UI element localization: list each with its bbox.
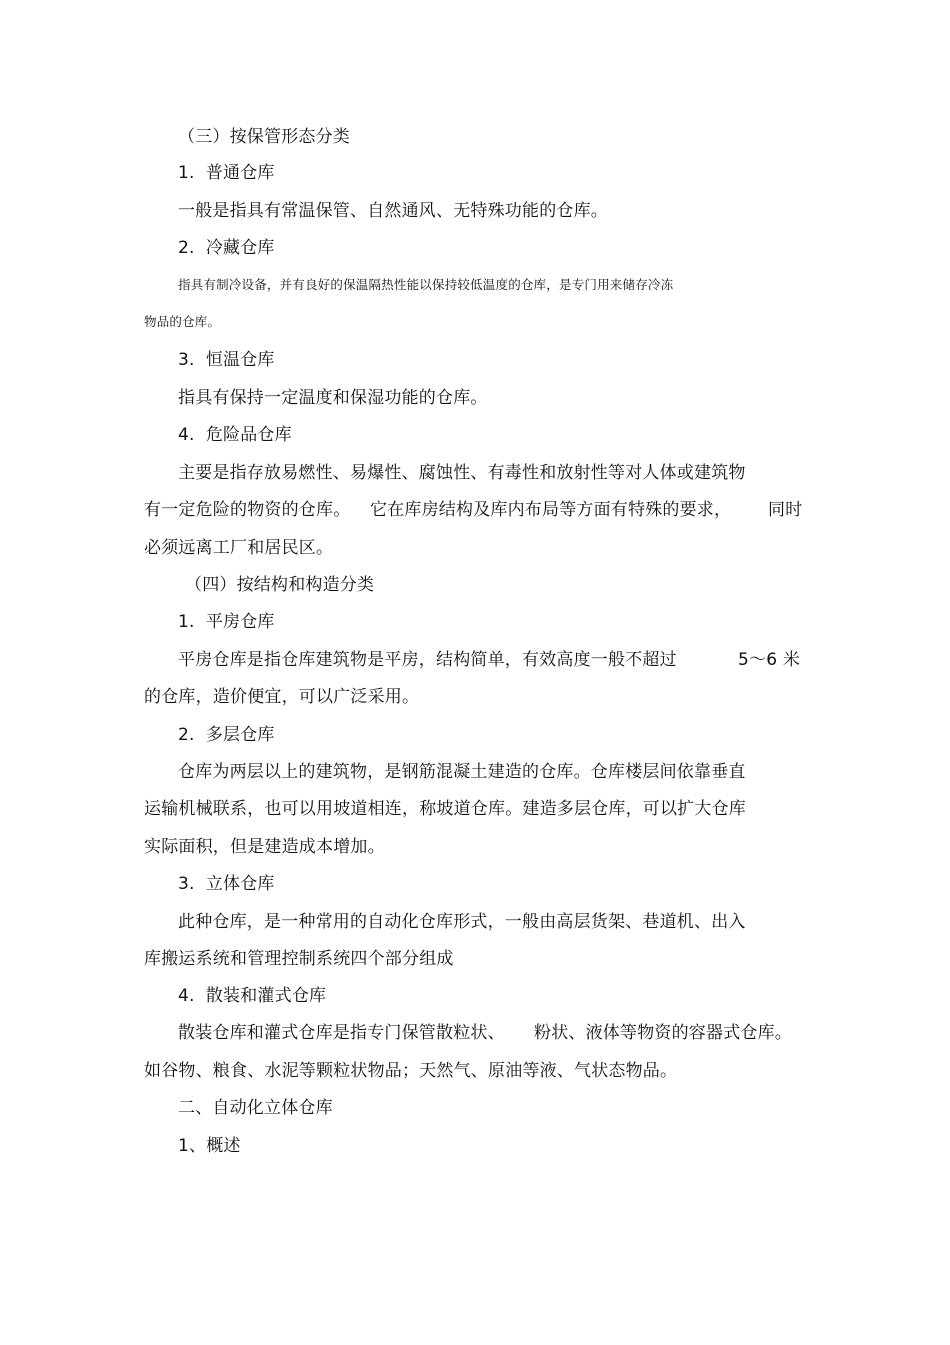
paragraph-line: 此种仓库，是一种常用的自动化仓库形式，一般由高层货架、巷道机、出入: [178, 912, 746, 932]
item-heading-bulk-tank: 4. 散装和灌式仓库: [178, 986, 327, 1006]
line-segment: 有一定危险的物资的仓库。: [144, 500, 351, 520]
item-heading-constant-temperature: 3. 恒温仓库: [178, 350, 275, 370]
item-heading-ordinary-warehouse: 1. 普通仓库: [178, 163, 275, 183]
line-segment: 散装仓库和灌式仓库是指专门保管散粒状、: [178, 1023, 505, 1043]
paragraph-line: 物品的仓库。: [144, 314, 221, 329]
paragraph-line: 指具有制冷设备，并有良好的保温隔热性能以保持较低温度的仓库，是专门用来储存冷冻: [178, 277, 674, 292]
section-heading-storage-form: （三）按保管形态分类: [178, 127, 350, 147]
paragraph-line: 运输机械联系，也可以用坡道相连，称坡道仓库。建造多层仓库，可以扩大仓库: [144, 799, 746, 819]
line-segment: 5～6 米: [738, 650, 801, 670]
item-heading-single-storey: 1. 平房仓库: [178, 612, 275, 632]
paragraph-line: 指具有保持一定温度和保湿功能的仓库。: [178, 388, 488, 408]
section-heading-structure: （四）按结构和构造分类: [185, 575, 375, 595]
paragraph-line: [178, 649, 818, 671]
paragraph-line: [178, 1022, 808, 1044]
chapter-heading-automated-warehouse: 二、自动化立体仓库: [178, 1098, 333, 1118]
paragraph-line: 库搬运系统和管理控制系统四个部分组成: [144, 949, 454, 969]
line-segment: 平房仓库是指仓库建筑物是平房，结构简单，有效高度一般不超过: [178, 650, 677, 670]
line-segment: 粉状、液体等物资的容器式仓库。: [534, 1023, 792, 1043]
paragraph-line: 一般是指具有常温保管、自然通风、无特殊功能的仓库。: [178, 201, 608, 221]
paragraph-line: 如谷物、粮食、水泥等颗粒状物品；天然气、原油等液、气状态物品。: [144, 1061, 678, 1081]
item-heading-automated-rack: 3. 立体仓库: [178, 874, 275, 894]
paragraph-line: 仓库为两层以上的建筑物，是钢筋混凝土建造的仓库。仓库楼层间依靠垂直: [178, 762, 746, 782]
paragraph-line: 的仓库，造价便宜，可以广泛采用。: [144, 687, 420, 707]
paragraph-line: 主要是指存放易燃性、易爆性、腐蚀性、有毒性和放射性等对人体或建筑物: [178, 463, 746, 483]
line-segment: 同时: [768, 500, 803, 520]
item-heading-dangerous-goods: 4. 危险品仓库: [178, 425, 292, 445]
item-heading-overview: 1、概述: [178, 1136, 241, 1156]
item-heading-multi-storey: 2. 多层仓库: [178, 725, 275, 745]
paragraph-line: 必须远离工厂和居民区。: [144, 538, 334, 558]
line-segment: 它在库房结构及库内布局等方面有特殊的要求，: [370, 500, 732, 520]
paragraph-line: 实际面积，但是建造成本增加。: [144, 837, 385, 857]
item-heading-cold-storage: 2. 冷藏仓库: [178, 238, 275, 258]
paragraph-line: [144, 499, 824, 521]
